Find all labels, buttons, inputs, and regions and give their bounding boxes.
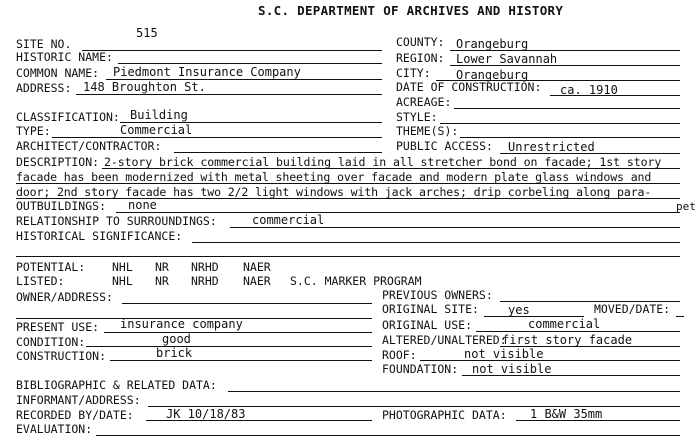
recorded-by-line (146, 420, 372, 421)
architect-line (174, 152, 382, 153)
historical-significance-label: HISTORICAL SIGNIFICANCE: (16, 229, 183, 243)
date-of-construction-label: DATE OF CONSTRUCTION: (396, 80, 542, 94)
historical-significance-line (192, 242, 680, 243)
public-access-label: PUBLIC ACCESS: (396, 139, 493, 153)
photographic-data-value: 1 B&W 35mm (530, 407, 603, 421)
original-site-value: yes (508, 303, 530, 317)
listed-nhl: NHL (112, 274, 133, 288)
construction-label: CONSTRUCTION: (16, 349, 107, 363)
listed-nr: NR (155, 274, 169, 288)
evaluation-line (96, 435, 680, 436)
bibliographic-line (228, 391, 680, 392)
address-value: 148 Broughton St. (83, 80, 206, 94)
acreage-line (454, 108, 680, 109)
acreage-label: ACREAGE: (396, 95, 452, 109)
county-value: Orangeburg (456, 37, 529, 51)
original-use-line (476, 331, 680, 332)
present-use-label: PRESENT USE: (16, 320, 100, 334)
informant-label: INFORMANT/ADDRESS: (16, 393, 141, 407)
address-line (76, 94, 382, 95)
county-line (450, 50, 680, 51)
bibliographic-label: BIBLIOGRAPHIC & RELATED DATA: (16, 378, 217, 392)
style-label: STYLE: (396, 110, 438, 124)
public-access-value: Unrestricted (508, 140, 595, 154)
roof-line (420, 360, 680, 361)
listed-nrhd: NRHD (191, 274, 219, 288)
region-value: Lower Savannah (456, 52, 558, 66)
county-label: COUNTY: (396, 35, 445, 49)
type-label: TYPE: (16, 124, 51, 138)
listed-naer: NAER (243, 274, 271, 288)
description-label: DESCRIPTION: (16, 155, 100, 169)
original-site-label: ORIGINAL SITE: (382, 302, 479, 316)
historic-name-label: HISTORIC NAME: (16, 50, 113, 64)
potential-nrhd: NRHD (191, 260, 219, 274)
historic-name-line (118, 63, 382, 64)
previous-owners-label: PREVIOUS OWNERS: (382, 288, 493, 302)
description-line-2: facade has been modernized with metal sheeting over facade and modern plate glass windows and (16, 170, 652, 184)
city-label: CITY: (396, 66, 431, 80)
site-no-value: 515 (136, 26, 158, 40)
description-line-1: 2-story brick commercial building laid in all stretcher bond on facade; 1st story (104, 155, 662, 169)
potential-nhl: NHL (112, 260, 133, 274)
description-rule-1 (102, 168, 680, 169)
moved-date-label: MOVED/DATE: (594, 302, 671, 316)
style-line (440, 123, 680, 124)
listed-marker-program: S.C. MARKER PROGRAM (290, 274, 422, 288)
construction-value: brick (156, 346, 193, 360)
themes-line (460, 137, 680, 138)
altered-value: first story facade (502, 333, 633, 347)
public-access-line (500, 153, 680, 154)
owner-address-line (122, 303, 372, 304)
altered-label: ALTERED/UNALTERED: (382, 333, 507, 347)
evaluation-label: EVALUATION: (16, 422, 93, 436)
original-use-value: commercial (528, 317, 601, 331)
blank-rule (16, 256, 680, 257)
region-label: REGION: (396, 51, 445, 65)
description-rule-3 (16, 198, 680, 199)
city-value: Orangeburg (456, 68, 529, 82)
date-of-construction-value: ca. 1910 (560, 83, 618, 97)
potential-naer: NAER (243, 260, 271, 274)
site-no-line (82, 50, 382, 51)
potential-nr: NR (155, 260, 169, 274)
classification-value: Building (130, 108, 188, 122)
address-label: ADDRESS: (16, 81, 72, 95)
outbuildings-value: none (128, 198, 157, 212)
foundation-label: FOUNDATION: (382, 362, 459, 376)
outbuildings-label: OUTBUILDINGS: (16, 199, 107, 213)
relationship-value: commercial (252, 213, 325, 227)
description-line-3: door; 2nd story facade has two 2/2 light windows with jack arches; drip corbeling along para- (16, 185, 652, 199)
region-line (450, 65, 680, 66)
present-use-value: insurance company (120, 317, 243, 331)
foundation-line (462, 375, 680, 376)
form-title: S.C. DEPARTMENT OF ARCHIVES AND HISTORY (258, 3, 564, 18)
present-use-line (104, 332, 372, 333)
site-no-label: SITE NO. (16, 37, 72, 51)
listed-label: LISTED: (16, 274, 65, 288)
owner-address-label: OWNER/ADDRESS: (16, 290, 113, 304)
description-rule-2 (16, 183, 680, 184)
potential-label: POTENTIAL: (16, 260, 86, 274)
common-name-label: COMMON NAME: (16, 66, 100, 80)
moved-date-line (676, 316, 684, 317)
architect-label: ARCHITECT/CONTRACTOR: (16, 139, 162, 153)
photographic-data-line (516, 420, 680, 421)
type-line (52, 137, 382, 138)
type-value: Commercial (120, 123, 193, 137)
condition-line (86, 346, 372, 347)
date-of-construction-line (550, 95, 680, 96)
condition-value: good (162, 332, 191, 346)
relationship-label: RELATIONSHIP TO SURROUNDINGS: (16, 214, 217, 228)
construction-line (110, 360, 372, 361)
common-name-value: Piedmont Insurance Company (113, 65, 301, 79)
description-overflow: pet (676, 200, 696, 213)
classification-label: CLASSIFICATION: (16, 110, 120, 124)
roof-value: not visible (464, 347, 544, 361)
photographic-data-label: PHOTOGRAPHIC DATA: (382, 408, 507, 422)
foundation-value: not visible (472, 362, 552, 376)
recorded-by-value: JK 10/18/83 (166, 407, 246, 421)
recorded-by-label: RECORDED BY/DATE: (16, 408, 134, 422)
relationship-line (230, 227, 680, 228)
outbuildings-line (116, 212, 680, 213)
condition-label: CONDITION: (16, 335, 86, 349)
original-use-label: ORIGINAL USE: (382, 318, 473, 332)
themes-label: THEME(S): (396, 124, 459, 138)
roof-label: ROOF: (382, 348, 417, 362)
